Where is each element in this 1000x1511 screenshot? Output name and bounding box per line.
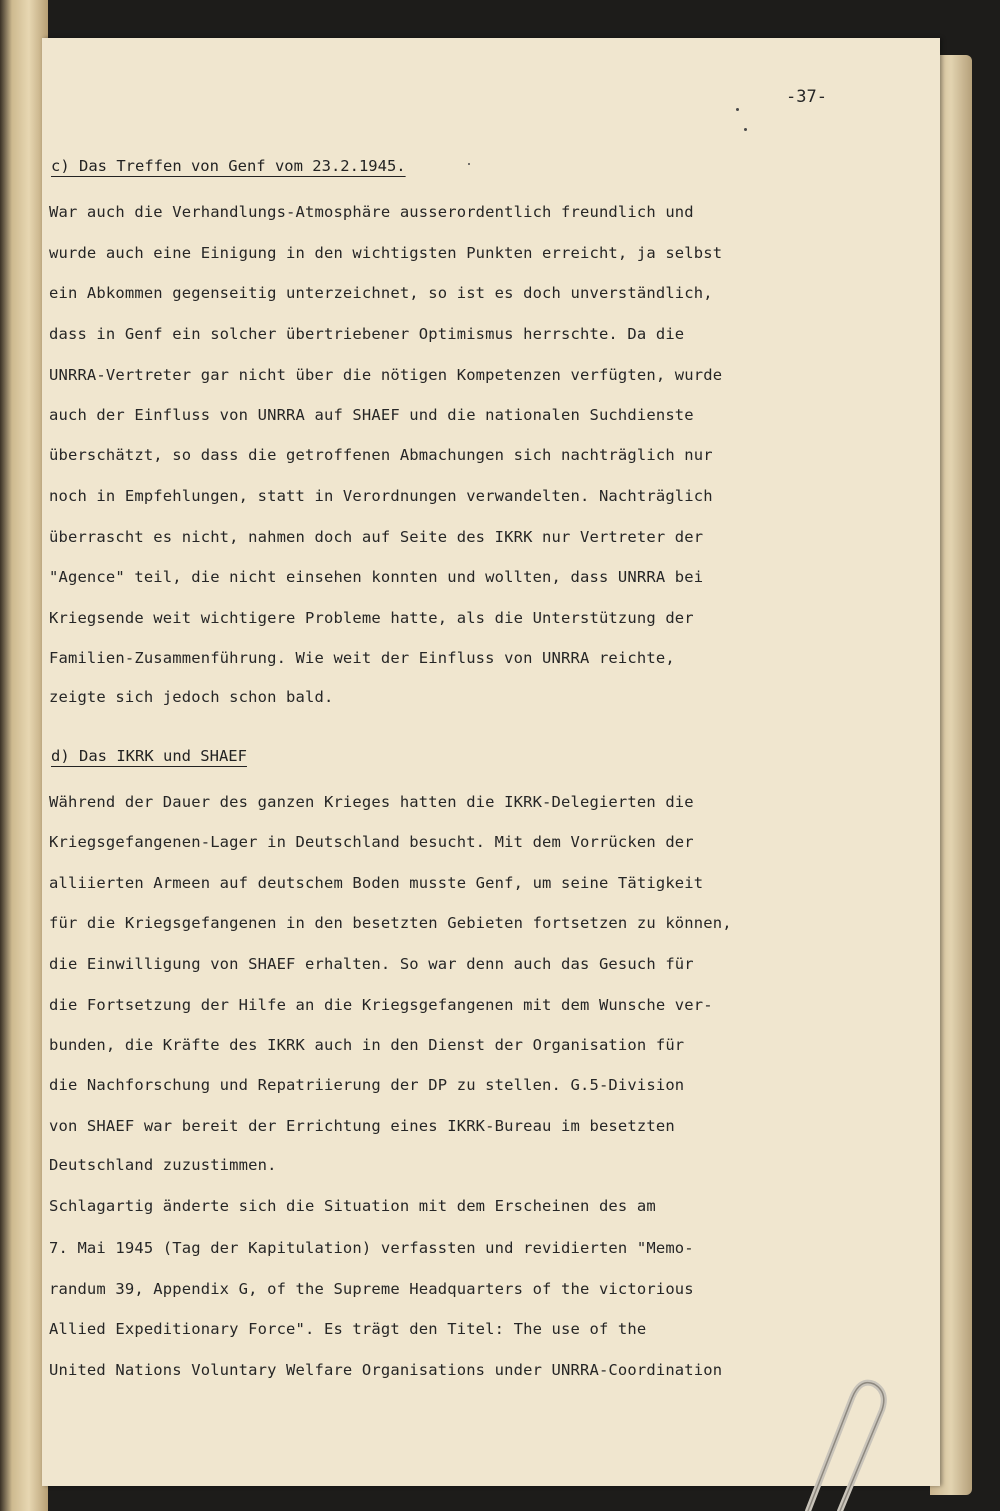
section-d-line: United Nations Voluntary Welfare Organisations under UNRRA-Coordination [49, 1361, 723, 1379]
section-d-line: für die Kriegsgefangenen in den besetzten Gebieten fortsetzen zu können, [49, 914, 732, 932]
ink-speck [736, 108, 739, 111]
book-binding [0, 0, 48, 1511]
section-c-line: ein Abkommen gegenseitig unterzeichnet, so ist es doch unverständlich, [49, 284, 713, 302]
section-d-line: die Einwilligung von SHAEF erhalten. So war denn auch das Gesuch für [49, 955, 694, 973]
section-d-line: die Fortsetzung der Hilfe an die Kriegsgefangenen mit dem Wunsche ver- [49, 996, 713, 1014]
section-c-line: auch der Einfluss von UNRRA auf SHAEF und die nationalen Suchdienste [49, 406, 694, 424]
section-d-heading: d) Das IKRK und SHAEF [51, 747, 247, 765]
section-c-line: Kriegsende weit wichtigere Probleme hatte, als die Unterstützung der [49, 609, 694, 627]
section-d-line: Während der Dauer des ganzen Krieges hatten die IKRK-Delegierten die [49, 793, 694, 811]
section-c-line: noch in Empfehlungen, statt in Verordnungen verwandelten. Nachträglich [49, 487, 713, 505]
section-c-line: überrascht es nicht, nahmen doch auf Seite des IKRK nur Vertreter der [49, 528, 704, 546]
ink-speck [744, 128, 747, 131]
section-d-line: von SHAEF war bereit der Errichtung eines IKRK-Bureau im besetzten [49, 1117, 675, 1135]
section-c-line: dass in Genf ein solcher übertriebener Optimismus herrschte. Da die [49, 325, 685, 343]
section-d-line: bunden, die Kräfte des IKRK auch in den Dienst der Organisation für [49, 1036, 685, 1054]
section-d-line: Schlagartig änderte sich die Situation mit dem Erscheinen des am [49, 1197, 656, 1215]
section-d-line: Allied Expeditionary Force". Es trägt den Titel: The use of the [49, 1320, 647, 1338]
section-d-line: Deutschland zuzustimmen. [49, 1156, 277, 1174]
section-d-line: randum 39, Appendix G, of the Supreme Headquarters of the victorious [49, 1280, 694, 1298]
page-number: -37- [786, 87, 827, 107]
section-d-line: Kriegsgefangenen-Lager in Deutschland besucht. Mit dem Vorrücken der [49, 833, 694, 851]
section-c-line: "Agence" teil, die nicht einsehen konnten und wollten, dass UNRRA bei [49, 568, 704, 586]
section-d-line: 7. Mai 1945 (Tag der Kapitulation) verfassten und revidierten "Memo- [49, 1239, 694, 1257]
section-c-heading: c) Das Treffen von Genf vom 23.2.1945. [51, 157, 406, 175]
section-c-line: überschätzt, so dass die getroffenen Abmachungen sich nachträglich nur [49, 446, 713, 464]
section-d-line: alliierten Armeen auf deutschem Boden musste Genf, um seine Tätigkeit [49, 874, 704, 892]
section-d-line: die Nachforschung und Repatriierung der DP zu stellen. G.5-Division [49, 1076, 685, 1094]
section-c-line: wurde auch eine Einigung in den wichtigsten Punkten erreicht, ja selbst [49, 244, 723, 262]
section-c-line: UNRRA-Vertreter gar nicht über die nötigen Kompetenzen verfügten, wurde [49, 366, 723, 384]
section-c-line: zeigte sich jedoch schon bald. [49, 688, 334, 706]
section-c-line: Familien-Zusammenführung. Wie weit der Einfluss von UNRRA reichte, [49, 649, 675, 667]
section-c-line: War auch die Verhandlungs-Atmosphäre ausserordentlich freundlich und [49, 203, 694, 221]
ink-speck [468, 163, 470, 165]
paper-clip-icon [790, 1370, 890, 1511]
